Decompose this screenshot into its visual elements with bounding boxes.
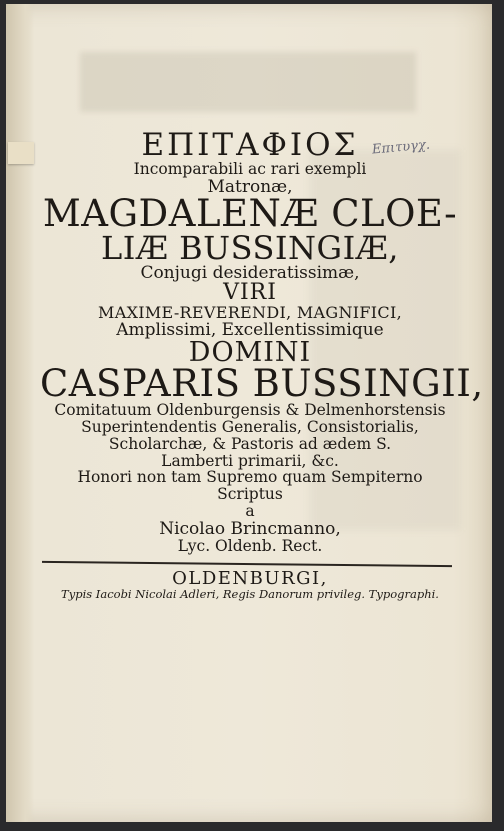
name-line-large: LIÆ BUSSINGIÆ, xyxy=(101,229,399,268)
tape-strip xyxy=(8,142,34,164)
greek-heading: ΕΠΙΤΑΦΙΟΣ xyxy=(141,127,359,163)
text-line-caps: MAXIME-REVERENDI, MAGNIFICI, xyxy=(98,302,402,322)
name-line-large: MAGDALENÆ CLOE- xyxy=(42,192,458,236)
text-line-caps: DOMINI xyxy=(188,337,312,369)
show-through-ink xyxy=(80,52,416,112)
text-line: Conjugi desideratissimæ, xyxy=(140,263,360,284)
text-line: Lamberti primarii, &c. xyxy=(161,451,339,470)
text-line: Superintendentis Generalis, Consistorialis, xyxy=(81,418,419,437)
title-page-text xyxy=(40,127,484,602)
imprint-printer: Typis Iacobi Nicolai Adleri, Regis Danorum privileg. Typographi. xyxy=(61,587,439,602)
author-title: Lyc. Oldenb. Rect. xyxy=(177,536,323,555)
text-line: Scholarchæ, & Pastoris ad ædem S. xyxy=(108,434,392,453)
imprint-city: OLDENBURGI, xyxy=(172,567,328,589)
name-line-large: CASPARIS BUSSINGII, xyxy=(40,362,484,406)
text-line: Honori non tam Supremo quam Sempiterno xyxy=(77,468,423,487)
text-line-caps: VIRI xyxy=(223,279,277,305)
author-name: Nicolao Brincmanno, xyxy=(159,518,341,539)
horizontal-rule xyxy=(42,561,452,567)
text-line: Matronæ, xyxy=(207,176,293,197)
text-line: Scriptus xyxy=(217,485,283,504)
text-line: Incomparabili ac rari exempli xyxy=(133,160,367,178)
text-line: Comitatuum Oldenburgensis & Delmenhorstensis xyxy=(54,401,446,420)
binding-edge xyxy=(6,4,34,822)
handwritten-margin-note: Επιτυγχ. xyxy=(371,137,431,158)
text-line: Amplissimi, Excellentissimique xyxy=(116,319,384,340)
text-line: a xyxy=(245,501,255,520)
